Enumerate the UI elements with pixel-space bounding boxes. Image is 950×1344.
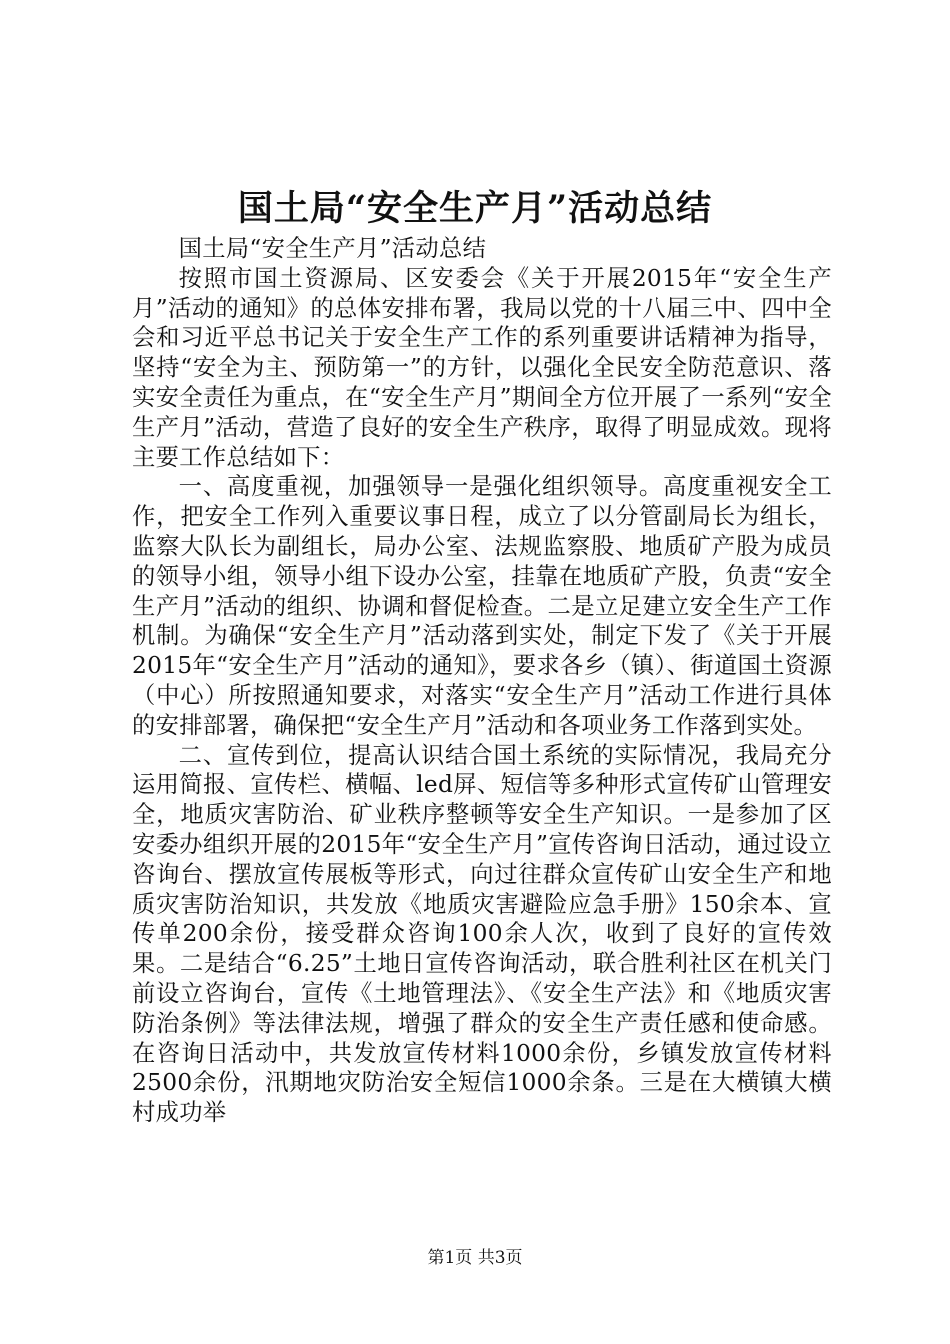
body-paragraph: 二、宣传到位，提高认识结合国土系统的实际情况，我局充分运用简报、宣传栏、横幅、led屏、短信等多种形式宣传矿山管理安全，地质灾害防治、矿业秩序整顿等安全生产知识。一是参加了区安委办组织开展的2015年“安全生产月”宣传咨询日活动，通过设立咨询台、摆放宣传展板等形式，向过往群众宣传矿山安全生产和地质灾害防治知识，共发放《地质灾害避险应急手册》150余本、宣传单200余份，接受群众咨询100余人次，收到了良好的宣传效果。二是结合“6.25”土地日宣传咨询活动，联合胜利社区在机关门前设立咨询台，宣传《土地管理法》、《安全生产法》和《地质灾害防治条例》等法律法规，增强了群众的安全生产责任感和使命感。在咨询日活动中，共发放宣传材料1000余份，乡镇发放宣传材料2500余份，汛期地灾防治安全短信1000余条。三是在大横镇大横村成功举 bbox=[132, 741, 832, 1127]
body-paragraph: 一、高度重视，加强领导一是强化组织领导。高度重视安全工作，把安全工作列入重要议事日程，成立了以分管副局长为组长，监察大队长为副组长，局办公室、法规监察股、地质矿产股为成员的领导小组，领导小组下设办公室，挂靠在地质矿产股，负责“安全生产月”活动的组织、协调和督促检查。二是立足建立安全生产工作机制。为确保“安全生产月”活动落到实处，制定下发了《关于开展2015年“安全生产月”活动的通知》，要求各乡（镇）、街道国土资源（中心）所按照通知要求，对落实“安全生产月”活动工作进行具体的安排部署，确保把“安全生产月”活动和各项业务工作落到实处。 bbox=[132, 473, 832, 739]
document-title: 国土局“安全生产月”活动总结 bbox=[237, 188, 713, 229]
body-paragraph: 国土局“安全生产月”活动总结 bbox=[178, 235, 487, 262]
page-footer: 第1页 共3页 bbox=[427, 1248, 523, 1268]
document-body bbox=[132, 234, 832, 1128]
body-paragraph: 按照市国土资源局、区安委会《关于开展2015年“安全生产月”活动的通知》的总体安排布署，我局以党的十八届三中、四中全会和习近平总书记关于安全生产工作的系列重要讲话精神为指导，坚持“安全为主、预防第一”的方针，以强化全民安全防范意识、落实安全责任为重点，在“安全生产月”期间全方位开展了一系列“安全生产月”活动，营造了良好的安全生产秩序，取得了明显成效。现将主要工作总结如下： bbox=[132, 264, 832, 471]
